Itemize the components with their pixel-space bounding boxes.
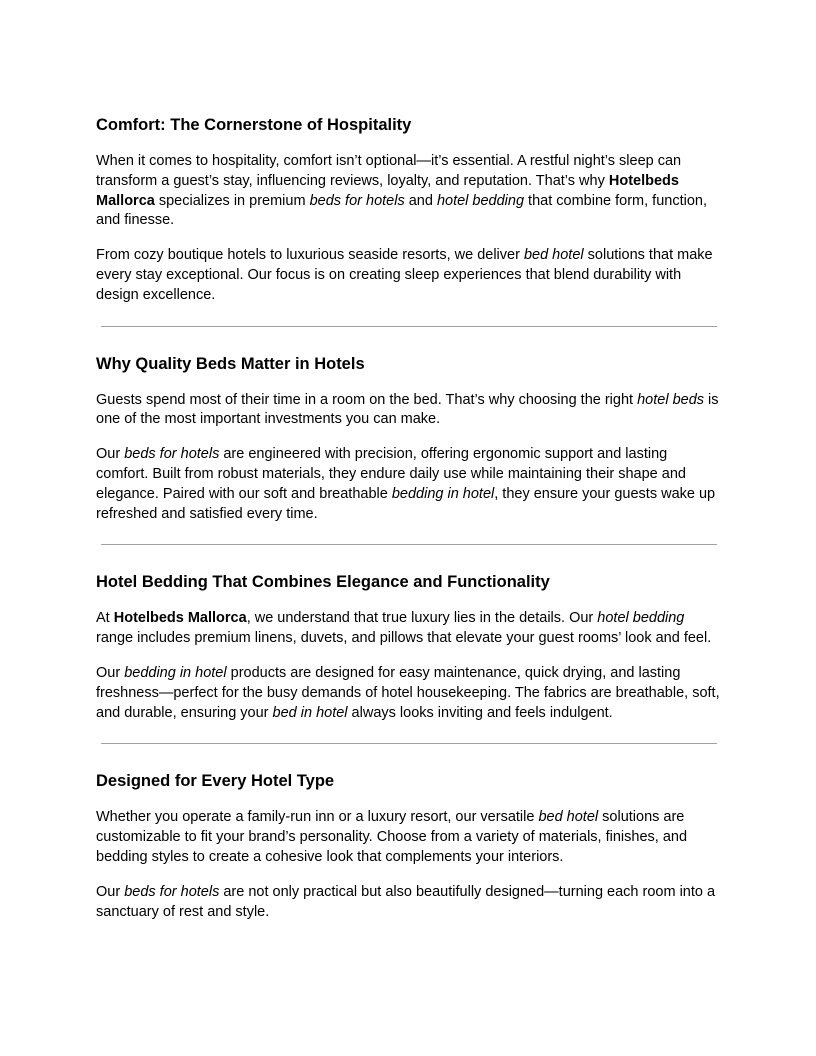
section-comfort	[96, 114, 720, 306]
text-run: Our	[96, 664, 125, 681]
section-divider	[101, 743, 717, 744]
text-run: always looks inviting and feels indulgent.	[347, 704, 613, 721]
text-run: is one of the most important investments you can make.	[96, 391, 719, 428]
text-run: solutions are customizable to fit your brand’s personality. Choose from a variety of materials, finishes, and bedding styles to create a cohesive look that complements your interiors.	[96, 809, 688, 865]
section-hotel-bedding	[96, 571, 720, 723]
text-run: Guests spend most of their time in a room on the bed. That’s why choosing the right	[96, 391, 638, 408]
paragraph	[96, 609, 720, 649]
italic-text: beds for hotels	[309, 192, 405, 209]
section-divider	[101, 326, 717, 327]
section-hotel-type	[96, 770, 720, 922]
text-run: When it comes to hospitality, comfort isn’t optional—it’s essential. A restful night’s sleep can transform a guest’s stay, influencing reviews, loyalty, and reputation. That’s why	[96, 153, 682, 189]
italic-text: hotel bedding	[597, 610, 685, 627]
section-heading: Why Quality Beds Matter in Hotels	[96, 354, 365, 373]
text-run: range includes premium linens, duvets, and pillows that elevate your guest rooms’ look and feel.	[96, 630, 712, 647]
italic-text: bedding in hotel	[124, 664, 227, 681]
text-run: that combine form, function, and finesse.	[96, 192, 707, 229]
italic-text: bed in hotel	[272, 704, 348, 721]
text-run: and	[404, 192, 437, 209]
section-quality-beds	[96, 353, 720, 525]
text-run: are engineered with precision, offering ergonomic support and lasting comfort. Built from robust materials, they endure daily use while maintaining their shape and elegance. Paired with our soft and breathable	[96, 446, 686, 502]
section-heading: Hotel Bedding That Combines Elegance and Functionality	[96, 573, 550, 592]
paragraph	[96, 246, 720, 305]
text-run: At	[96, 610, 114, 627]
paragraph	[96, 445, 720, 524]
text-run: Our	[96, 883, 125, 900]
text-run: products are designed for easy maintenance, quick drying, and lasting freshness—perfect for the busy demands of hotel housekeeping. The fabrics are breathable, soft, and durable, ensuring your	[96, 664, 720, 721]
text-run: From cozy boutique hotels to luxurious seaside resorts, we deliver	[96, 247, 524, 264]
paragraph	[96, 883, 720, 923]
text-run: are not only practical but also beautifully designed—turning each room into a sanctuary of rest and style.	[96, 883, 716, 920]
section-divider	[101, 544, 717, 545]
text-run: Our	[96, 446, 125, 463]
text-run: specializes in premium	[154, 192, 310, 209]
italic-text: bed hotel	[523, 247, 584, 264]
bold-text: Hotelbeds Mallorca	[113, 610, 247, 627]
section-heading: Designed for Every Hotel Type	[96, 772, 335, 791]
document-page	[96, 114, 720, 937]
paragraph	[96, 391, 720, 431]
italic-text: beds for hotels	[124, 883, 220, 900]
text-run: , they ensure your guests wake up refreshed and satisfied every time.	[96, 485, 716, 522]
text-run: , we understand that true luxury lies in the details. Our	[246, 610, 598, 627]
bold-text: Hotelbeds Mallorca	[96, 172, 679, 209]
italic-text: beds for hotels	[124, 446, 220, 463]
paragraph	[96, 152, 720, 231]
italic-text: bedding in hotel	[391, 485, 495, 502]
section-heading: Comfort: The Cornerstone of Hospitality	[96, 116, 412, 134]
italic-text: bed hotel	[538, 809, 599, 826]
italic-text: hotel bedding	[436, 192, 525, 209]
paragraph	[96, 808, 720, 867]
text-run: Whether you operate a family-run inn or a luxury resort, our versatile	[96, 809, 539, 826]
italic-text: hotel beds	[637, 391, 705, 408]
paragraph	[96, 664, 720, 723]
text-run: solutions that make every stay exceptional. Our focus is on creating sleep experiences that blend durability with design excellence.	[96, 247, 713, 303]
